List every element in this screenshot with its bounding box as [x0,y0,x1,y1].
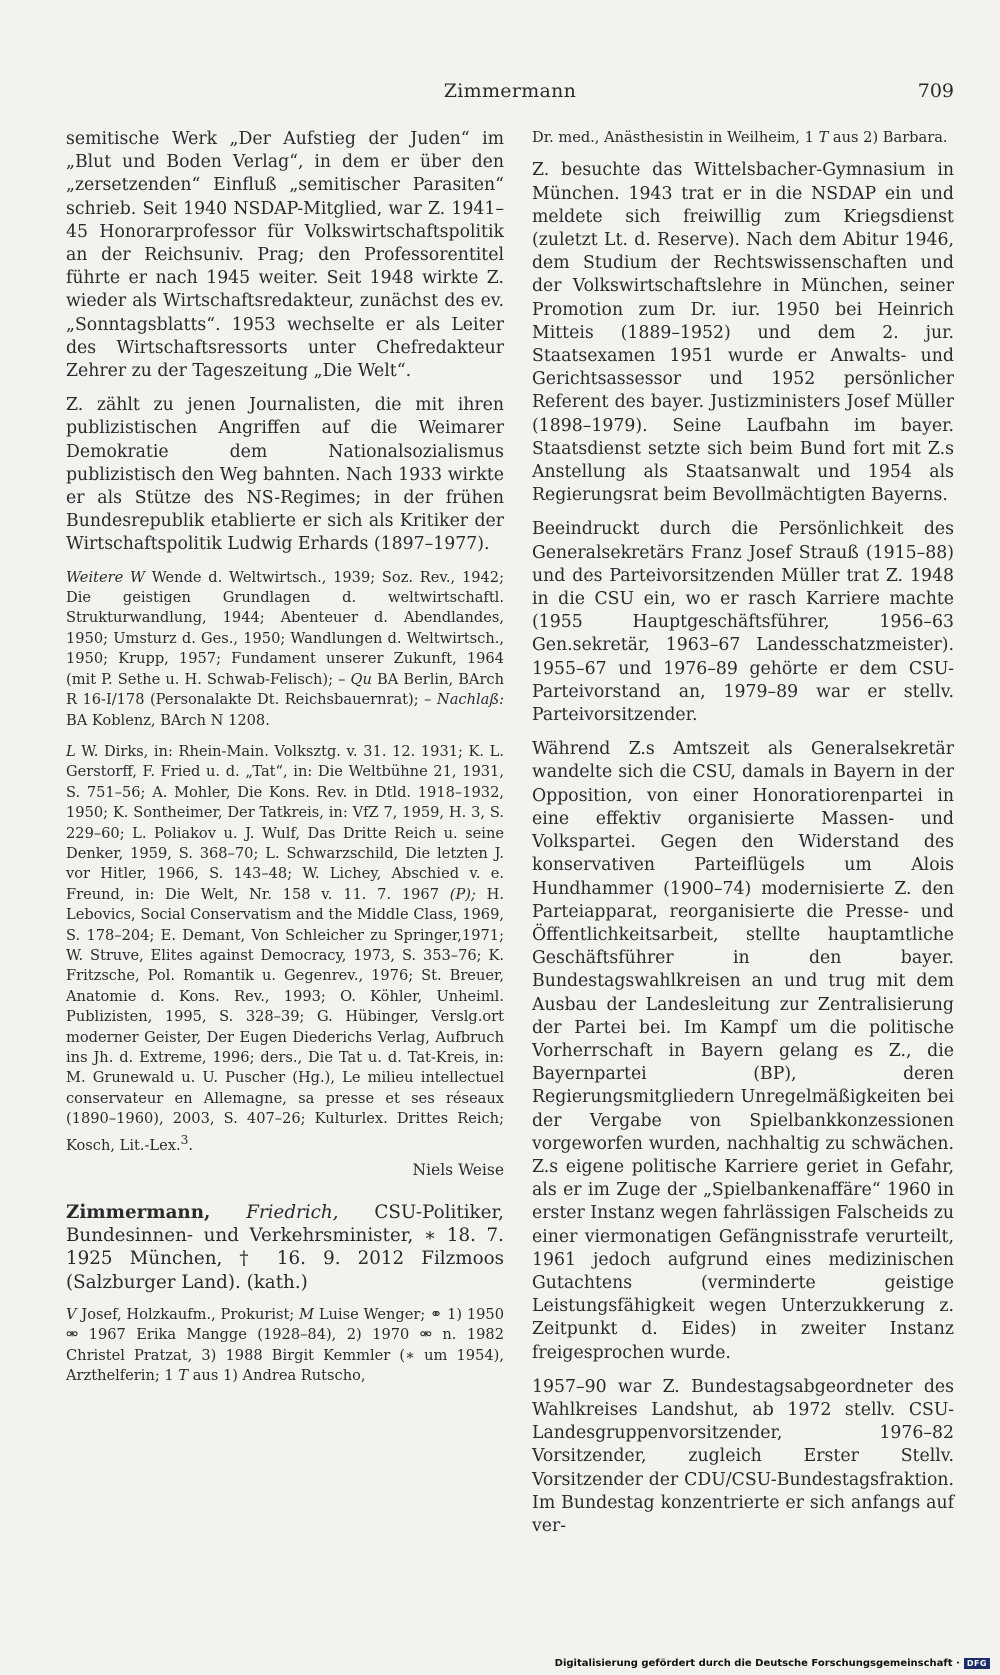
paragraph: Beeindruckt durch die Persönlichkeit des Generalsekretärs Franz Josef Strauß (1915–88) und des Parteivorsitzenden Müller trat Z. 1948 in die CSU ein, wo er rasch Karriere machte (1955 Hauptgeschäftsführer, 1956–63 Gen.sekretär, 1963–67 Landesschatzmeister). 1955–67 und 1976–89 gehörte er dem CSU-Parteivorstand an, 1979–89 war er stellv. Parteivorsitzender. [532,519,954,726]
family-text: aus 1) Andrea Rutscho, [188,1366,366,1384]
literature-end: . [188,1136,194,1154]
digitization-note [555,1658,990,1669]
paragraph: Während Z.s Amtszeit als Generalsekretär wandelte sich die CSU, damals in Bayern in der Opposition, von einer Honoratiorenpartei in eine effektiv organisierte Massen- und Volkspartei. Gegen den Widerstand des konservativen Parteiflügels um Alois Hundhammer (1900–74) modernisierte Z. den Parteiapparat, reorganisierte die Presse- und Öffentlichkeitsarbeit, stellte hauptamtliche Geschäftsführer in den bayer. Bundestagswahlkreisen an und trug mit dem Ausbau der Landesleitung zur Zentralisierung der Partei bei. Im Kampf um die politische Vorherrschaft in Bayern gelang es Z., die Bayernpartei (BP), deren Regierungsmitgliedern Unregelmäßigkeiten bei der Vergabe von Spielbankkonzessionen vorgeworfen wurden, nachhaltig zu schwächen. Z.s eigene politische Karriere geriet in Gefahr, als er im Zuge der „Spielbankenaffäre“ 1960 in erster Instanz wegen fahrlässigen Falscheids zu einer viermonatigen Gefängnisstrafe verurteilt, 1961 jedoch aufgrund eines medizinischen Gutachtens (verminderte geistige Leistungsfähigkeit wegen Unterzukkerung z. Zeitpunkt d. Eides) in zweiter Instanz freigesprochen wurde. [532,739,954,1363]
literature-label: L [66,742,76,760]
estate-text: BA Koblenz, BArch N 1208. [66,711,270,729]
paragraph: Z. besuchte das Wittelsbacher-Gymnasium in München. 1943 trat er in die NSDAP ein und meldete sich freiwillig zum Kriegsdienst (zuletzt Lt. d. Reserve). Nach dem Abitur 1946, dem Studium der Rechtswissenschaften und der Volkswirtschaftslehre in München, seiner Promotion zum Dr. iur. 1950 bei Heinrich Mitteis (1889–1952) und dem 2. jur. Staatsexamen 1951 wurde er Anwalts- und Gerichtsassessor und 1952 persönlicher Referent des bayer. Justizministers Josef Müller (1898–1979). Seine Laufbahn im bayer. Staatsdienst setzte sich beim Bund fort mit Z.s Anstellung als Staatsanwalt und 1954 als Regierungsrat beim Bevollmächtigten Bayerns. [532,160,954,506]
sources-text: BA Berlin, BArch R 16-I/178 (Personalakte Dt. Reichsbauernrat); – [66,670,505,709]
paragraph: Z. zählt zu jenen Journalisten, die mit ihren publizistischen Angriffen auf die Weimarer Demokratie dem Nationalsozialismus publizistisch den Weg bahnten. Nach 1933 wirkte er als Stütze des NS-Regimes; in der frühen Bundesrepublik etablierte er sich als Kritiker der Wirtschaftspolitik Ludwig Erhards (1897–1977). [66,395,504,555]
entry-heading [66,1201,504,1294]
right-column [532,128,954,1549]
family-text: Josef, Holzkaufm., Prokurist; [76,1305,300,1323]
running-head: Zimmermann [443,80,577,102]
paragraph: semitische Werk „Der Aufstieg der Juden“ im „Blut und Boden Verlag“, in dem er über den „zersetzenden“ Einfluß „semitischer Parasiten“ schrieb. Seit 1940 NSDAP-Mitglied, war Z. 1941–45 Honorarprofessor für Volkswirtschaftspolitik an der Reichsuniv. Prag; den Professorentitel führte er nach 1945 weiter. Seit 1948 wirkte Z. wieder als Wirtschaftsredakteur, zunächst des ev. „Sonntagsblatts“. 1953 wechselte er als Leiter des Wirtschaftsressorts unter Chefredakteur Zehrer zu der Tageszeitung „Die Welt“. [66,129,504,382]
daughter-label: T [818,129,829,146]
family-text: Luise Wenger; ⚭ 1) 1950 ⚮ 1967 Erika Mangge (1928–84), 2) 1970 ⚮ n. 1982 Christel Pratzat, 3) 1988 Birgit Kemmler (∗ um 1954), Arzthelferin; 1 [66,1305,504,1384]
literature-text: H. Lebovics, Social Conservatism and the Middle Class, 1969, S. 178–204; E. Demant, Von Schleicher zu Springer,1971; W. Struve, Elites against Democracy, 1973, S. 353–76; K. Fritzsche, Pol. Romantik u. Gegenrev., 1976; St. Breuer, Anatomie d. Kons. Rev., 1993; O. Köhler, Unheiml. Publizisten, 1995, S. 328–39; G. Hübinger, Verslg.ort moderner Geister, Der Eugen Diederichs Verlag, Aufbruch ins Jh. d. Extreme, 1996; ders., Die Tat u. d. Tat-Kreis, in: M. Grunewald u. U. Puscher (Hg.), Le milieu intellectuel conservateur en Allemagne, sa presse et ses réseaux (1890–1960), 2003, S. 407–26; Kulturlex. Drittes Reich; Kosch, Lit.-Lex. [66,885,504,1154]
family-section-continued [532,128,954,148]
entry-given-name: Friedrich, [210,1201,339,1223]
estate-label: Nachlaß: [436,691,504,709]
literature-p-marker: (P); [449,885,476,903]
literature-superscript: 3 [180,1132,189,1147]
paragraph: 1957–90 war Z. Bundestagsabgeordneter des Wahlkreises Landshut, ab 1972 stellv. CSU-Landesgruppenvorsitzender, 1976–82 Vorsitzender, zugleich Erster Stellv. Vorsitzender der CDU/CSU-Bundestagsfraktion. Im Bundestag konzentrierte er sich anfangs auf ver- [532,1376,954,1536]
father-label: V [66,1305,77,1323]
works-label: Weitere W [66,568,145,586]
sources-label: Qu [350,670,372,688]
left-column [66,128,504,1397]
page-number: 709 [917,80,954,102]
family-text: Dr. med., Anästhesistin in Weilheim, 1 [532,129,819,146]
entry-name: Zimmermann, [66,1201,211,1223]
works-text: Wende d. Weltwirtsch., 1939; Soz. Rev., 1942; Die geistigen Grundlagen d. weltwirtschaftl. Strukturwandlung, 1944; Abenteuer d. Abendlandes, 1950; Umsturz d. Ges., 1950; Wandlungen d. Weltwirtsch., 1950; Krupp, 1957; Fundament unserer Zukunft, 1964 (mit P. Sethe u. H. Schwab-Felisch); – [66,568,504,688]
daughter-label: T [178,1366,189,1384]
digitization-text: Digitalisierung gefördert durch die Deutsche Forschungsgemeinschaft · [554,1658,960,1669]
page-header [66,80,954,108]
dfg-logo: DFG [964,1658,990,1669]
family-section [66,1305,504,1387]
works-section [66,568,504,731]
author-signature: Niels Weise [412,1160,504,1179]
mother-label: M [299,1305,315,1323]
literature-text: W. Dirks, in: Rhein-Main. Volksztg. v. 31. 12. 1931; K. L. Gerstorff, F. Fried u. d. „Tat“, in: Die Weltbühne 21, 1931, S. 751–56; A. Mohler, Die Kons. Rev. in Dtld. 1918–1932, 1950; K. Sontheimer, Der Tatkreis, in: VfZ 7, 1959, H. 3, S. 229–60; L. Poliakov u. J. Wulf, Das Dritte Reich u. seine Denker, 1959, S. 368–70; L. Schwarzschild, Die letzten J. vor Hitler, 1966, S. 143–48; W. Lichey, Abschied v. e. Freund, in: Die Welt, Nr. 158 v. 11. 7. 1967 [66,742,504,903]
entry-description: CSU-Politiker, Bundesinnen- und Verkehrsminister, ∗ 18. 7. 1925 München, † 16. 9. 2012 Filzmoos (Salzburger Land). (kath.) [66,1201,504,1293]
literature-section [66,742,504,1156]
family-text: aus 2) Barbara. [828,129,948,146]
